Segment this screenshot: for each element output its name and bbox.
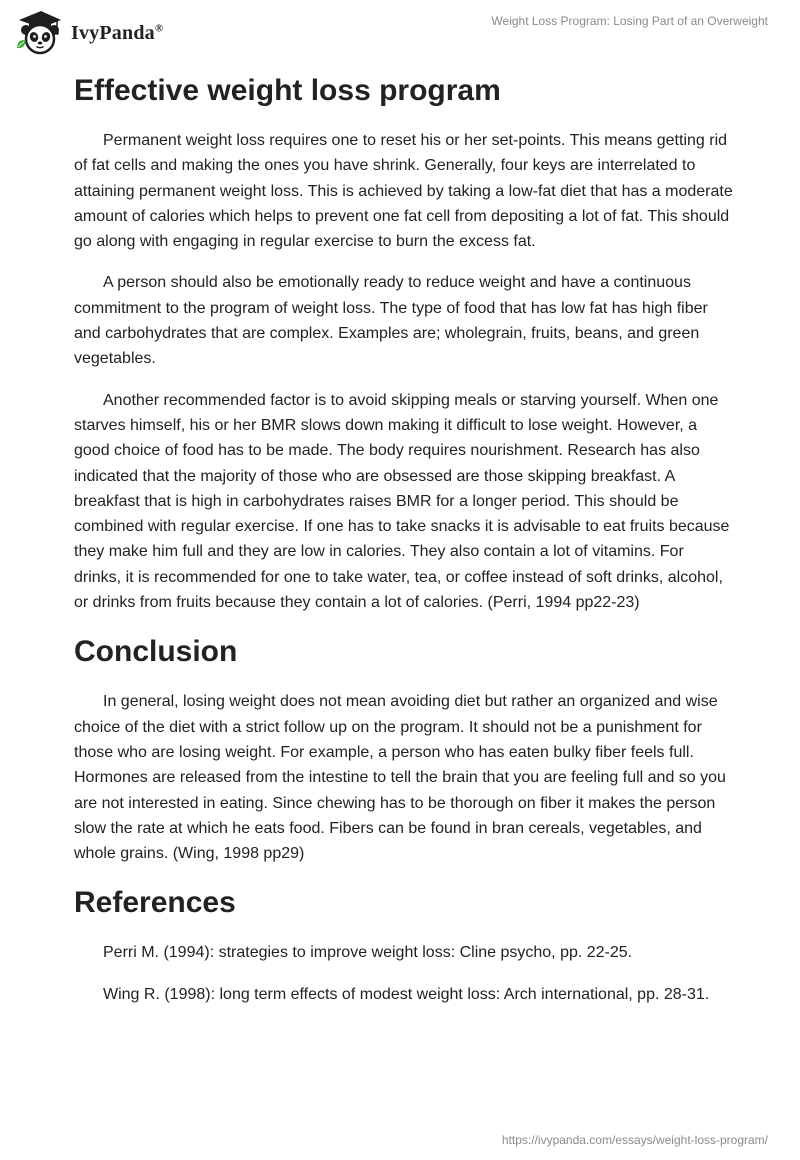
source-url-link[interactable]: https://ivypanda.com/essays/weight-loss-program/	[501, 1133, 768, 1147]
paragraph: Permanent weight loss requires one to reset his or her set-points. This means getting rid of fat cells and making the ones you have shrink. Generally, four keys are interrelated to attaining permanent weight loss. This is achieved by taking a low-fat diet that has a moderate amount of calories which helps to prevent one fat cell from depositing a lot of fat. This should go along with engaging in regular exercise to burn the excess fat.	[74, 132, 733, 251]
essay-body	[74, 66, 734, 1007]
panda-graduate-icon	[15, 8, 63, 56]
paragraph: A person should also be emotionally ready to reduce weight and have a continuous commitment to the program of weight loss. The type of food that has low fat has high fiber and carbohydrates that are complex. Examples are; wholegrain, fruits, beans, and green vegetables.	[74, 274, 708, 368]
paragraph: In general, losing weight does not mean avoiding diet but rather an organized and wise choice of the diet with a strict follow up on the program. It should not be a punishment for those who are losing weight. For example, a person who has eaten bulky fiber feels full. Hormones are released from the intestine to tell the brain that you are feeling full and so you are not interested in eating. Since chewing has to be thorough on fiber it makes the person slow the rate at which he eats food. Fibers can be found in bran cereals, vegetables, and whole grains. (Wing, 1998 pp29)	[74, 693, 726, 863]
section-conclusion	[74, 627, 734, 866]
brand-name: IvyPanda®	[71, 21, 164, 44]
reference-item: Perri M. (1994): strategies to improve weight loss: Cline psycho, pp. 22-25.	[103, 944, 633, 962]
page-header	[0, 0, 800, 60]
section-references	[74, 878, 734, 1007]
section-heading: References	[74, 886, 236, 920]
document-title: Weight Loss Program: Losing Part of an Overweight	[491, 14, 768, 28]
section-weight-loss-program	[74, 66, 734, 615]
paragraph: Another recommended factor is to avoid skipping meals or starving yourself. When one starves himself, his or her BMR slows down making it difficult to lose weight. However, a good choice of food has to be made. The body requires nourishment. Research has also indicated that the majority of those who are obsessed are those skipping breakfast. A breakfast that is high in carbohydrates raises BMR for a longer period. This should be combined with regular exercise. If one has to take snacks it is advisable to eat fruits because they make him full and they are low in calories. They also contain a lot of vitamins. For drinks, it is recommended for one to take water, tea, or coffee instead of soft drinks, alcohol, or drinks from fruits because they contain a lot of calories. (Perri, 1994 pp22-23)	[74, 391, 730, 612]
section-heading: Effective weight loss program	[74, 74, 501, 107]
section-heading: Conclusion	[74, 635, 238, 669]
reference-item: Wing R. (1998): long term effects of modest weight loss: Arch international, pp. 28-31.	[103, 985, 710, 1003]
ivypanda-logo[interactable]	[15, 8, 163, 56]
